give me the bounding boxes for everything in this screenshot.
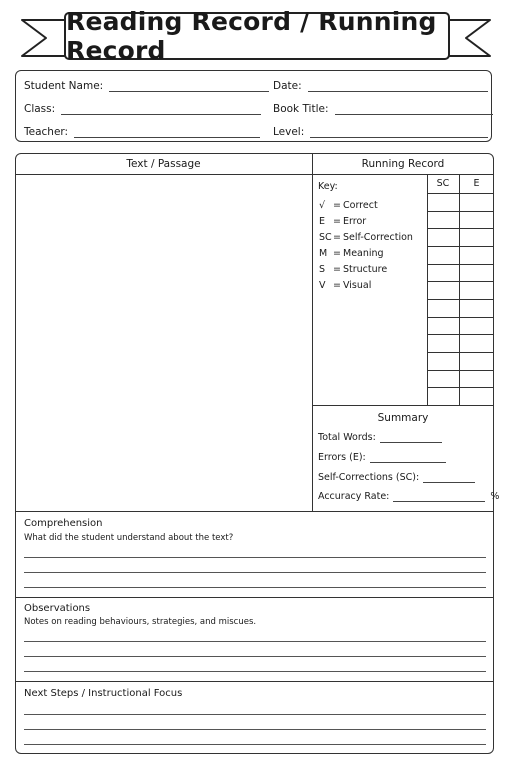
sc-tally-cell[interactable]	[427, 193, 459, 211]
key-item: √ = Correct	[319, 200, 378, 211]
e-tally-cell[interactable]	[459, 387, 494, 405]
comprehension-writing-line[interactable]	[24, 572, 486, 573]
sc-column-header: SC	[436, 178, 450, 189]
sc-tally-cell[interactable]	[427, 211, 459, 229]
observations-writing-line[interactable]	[24, 671, 486, 672]
errors-line[interactable]	[370, 452, 446, 463]
level-line[interactable]	[310, 126, 488, 138]
key-item: S = Structure	[319, 264, 388, 275]
observations-writing-line[interactable]	[24, 656, 486, 657]
level-field[interactable]	[273, 126, 488, 138]
teacher-line[interactable]	[74, 126, 260, 138]
accuracy-rate-field[interactable]	[318, 491, 499, 502]
e-tally-cell[interactable]	[459, 211, 494, 229]
e-tally-cell[interactable]	[459, 299, 494, 317]
date-field[interactable]	[273, 80, 488, 92]
date-line[interactable]	[308, 80, 488, 92]
header-divider	[15, 174, 494, 175]
book-title-field[interactable]	[273, 103, 493, 115]
key-label: Key:	[318, 181, 338, 192]
accuracy-rate-line[interactable]	[393, 491, 485, 502]
key-item: SC= Self-Correction	[319, 232, 413, 243]
student-name-label: Student Name:	[24, 80, 104, 92]
e-tally-cell[interactable]	[459, 264, 494, 282]
sc-tally-cell[interactable]	[427, 352, 459, 370]
total-words-field[interactable]	[318, 432, 442, 443]
teacher-label: Teacher:	[24, 126, 69, 138]
self-corrections-label: Self-Corrections (SC):	[318, 472, 420, 483]
running-record-header: Running Record	[361, 158, 445, 170]
e-tally-cell[interactable]	[459, 352, 494, 370]
e-tally-cell[interactable]	[459, 246, 494, 264]
key-item: V = Visual	[319, 280, 372, 291]
sc-tally-cell[interactable]	[427, 264, 459, 282]
accuracy-rate-label: Accuracy Rate:	[318, 491, 390, 502]
level-label: Level:	[273, 126, 305, 138]
next-steps-title: Next Steps / Instructional Focus	[24, 688, 183, 699]
total-words-label: Total Words:	[318, 432, 376, 443]
comprehension-title: Comprehension	[24, 518, 103, 529]
e-tally-cell[interactable]	[459, 370, 494, 388]
class-line[interactable]	[61, 103, 261, 115]
next-steps-divider	[15, 681, 494, 682]
text-passage-area[interactable]	[17, 176, 310, 509]
self-corrections-line[interactable]	[423, 472, 475, 483]
comprehension-prompt: What did the student understand about the text?	[24, 533, 234, 543]
date-label: Date:	[273, 80, 302, 92]
e-tally-cell[interactable]	[459, 228, 494, 246]
teacher-field[interactable]	[24, 126, 260, 138]
next-steps-writing-line[interactable]	[24, 744, 486, 745]
text-passage-header: Text / Passage	[126, 158, 201, 170]
column-divider	[312, 153, 313, 511]
e-tally-cell[interactable]	[459, 334, 494, 352]
e-tally-cell[interactable]	[459, 281, 494, 299]
sc-tally-cell[interactable]	[427, 317, 459, 335]
e-column-header: E	[473, 178, 480, 189]
comprehension-writing-line[interactable]	[24, 587, 486, 588]
sc-tally-cell[interactable]	[427, 299, 459, 317]
student-name-field[interactable]	[24, 80, 269, 92]
sc-tally-cell[interactable]	[427, 246, 459, 264]
class-field[interactable]	[24, 103, 261, 115]
observations-writing-line[interactable]	[24, 641, 486, 642]
next-steps-writing-line[interactable]	[24, 729, 486, 730]
book-title-line[interactable]	[335, 103, 493, 115]
comprehension-divider	[15, 511, 494, 512]
comprehension-writing-line[interactable]	[24, 557, 486, 558]
e-tally-cell[interactable]	[459, 193, 494, 211]
sc-tally-cell[interactable]	[427, 228, 459, 246]
total-words-line[interactable]	[380, 432, 442, 443]
page-title: Reading Record / Running Record	[64, 12, 450, 60]
next-steps-writing-line[interactable]	[24, 714, 486, 715]
sc-tally-cell[interactable]	[427, 334, 459, 352]
observations-divider	[15, 597, 494, 598]
student-name-line[interactable]	[109, 80, 269, 92]
key-item: M = Meaning	[319, 248, 384, 259]
e-tally-cell[interactable]	[459, 317, 494, 335]
sc-tally-cell[interactable]	[427, 387, 459, 405]
errors-label: Errors (E):	[318, 452, 366, 463]
key-item: E = Error	[319, 216, 367, 227]
observations-prompt: Notes on reading behaviours, strategies, and miscues.	[24, 617, 257, 627]
self-corrections-field[interactable]	[318, 472, 475, 483]
summary-title: Summary	[377, 412, 429, 424]
book-title-label: Book Title:	[273, 103, 329, 115]
errors-field[interactable]	[318, 452, 446, 463]
observations-title: Observations	[24, 603, 91, 614]
sc-tally-cell[interactable]	[427, 281, 459, 299]
class-label: Class:	[24, 103, 56, 115]
summary-divider	[312, 405, 494, 406]
sc-tally-cell[interactable]	[427, 370, 459, 388]
percent-sign: %	[490, 491, 500, 502]
